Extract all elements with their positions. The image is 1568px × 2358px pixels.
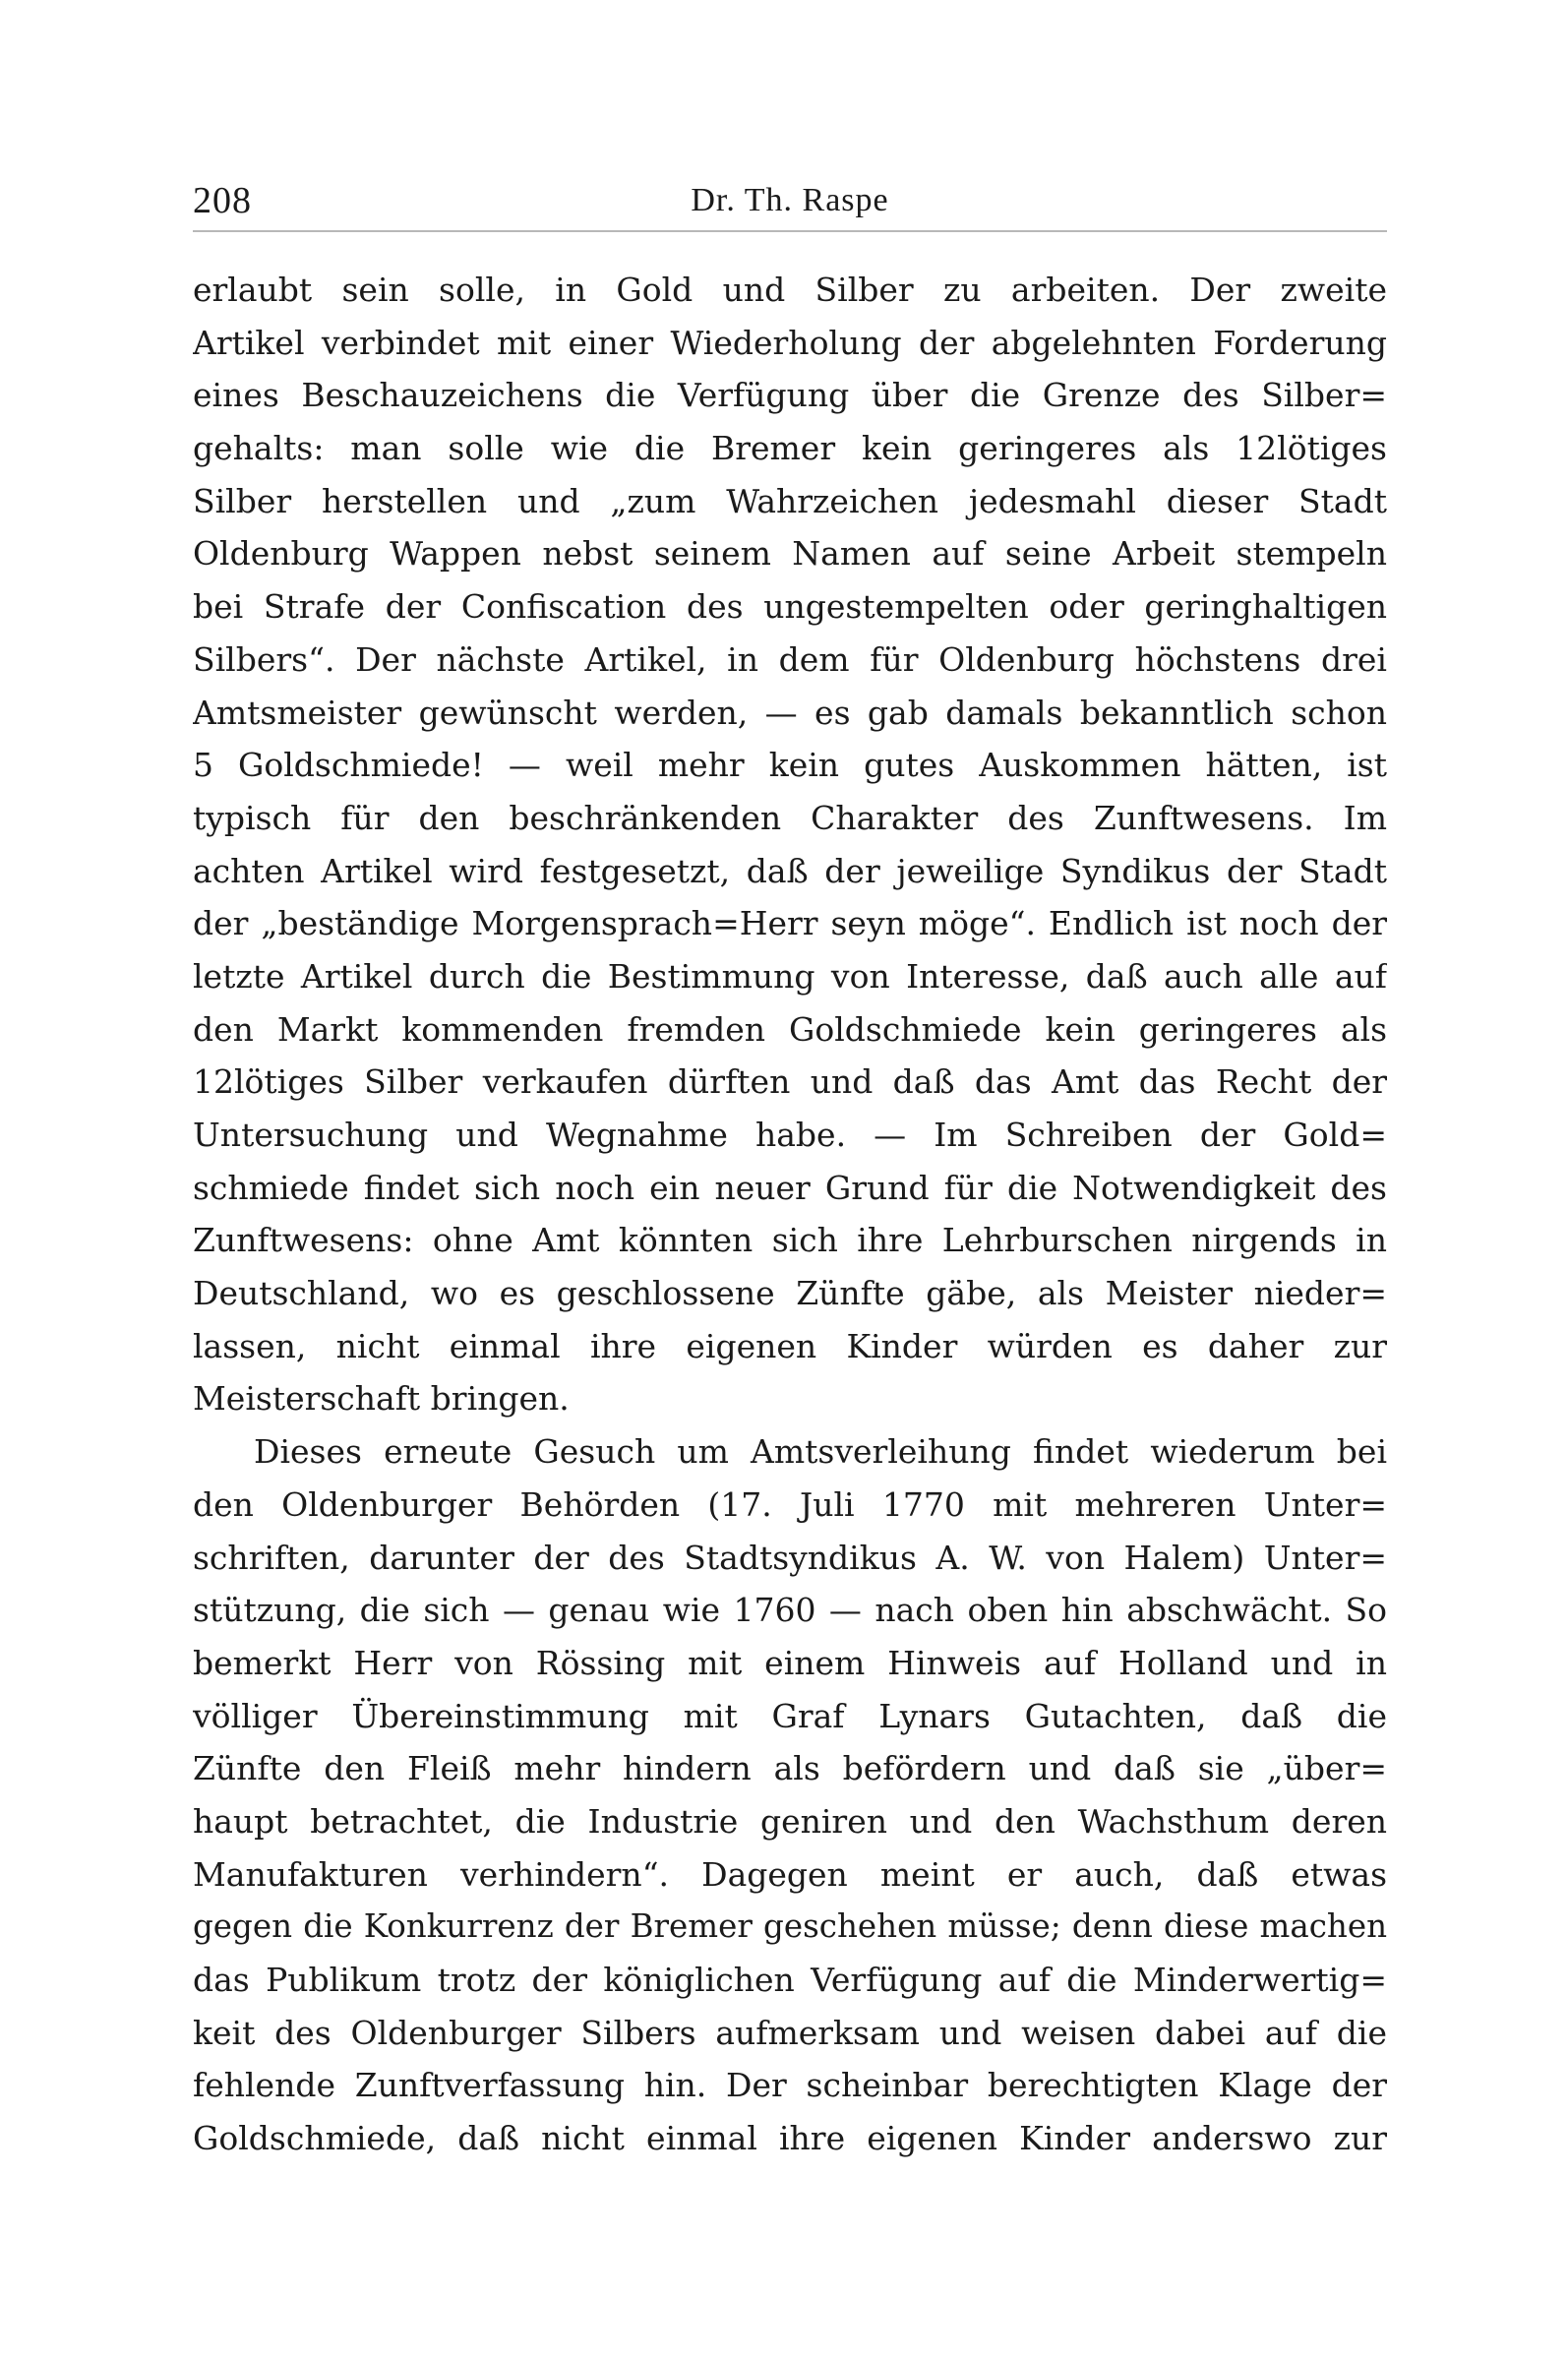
text-line: schriften, darunter der des Stadtsyndikus A. W. von Halem) Unter= [193,1538,1387,1577]
text-line: stützung, die sich — genau wie 1760 — nach oben hin abschwächt. So [193,1591,1387,1630]
header-rule [193,230,1387,232]
text-line-paragraph-end: Meisterschaft bringen. [193,1379,570,1419]
text-line: bei Strafe der Confiscation des ungestempelten oder geringhaltigen [193,587,1387,627]
text-line: lassen, nicht einmal ihre eigenen Kinder würden es daher zur [193,1326,1387,1365]
text-line: Silbers“. Der nächste Artikel, in dem für Oldenburg höchstens drei [193,639,1387,679]
text-line: 5 Goldschmiede! — weil mehr kein gutes Auskommen hätten, ist [193,746,1387,785]
text-line: Silber herstellen und „zum Wahrzeichen jedesmahl dieser Stadt [193,481,1387,520]
text-line: typisch für den beschränkenden Charakter des Zunftwesens. Im [193,798,1387,837]
text-line: gehalts: man solle wie die Bremer kein geringeres als 12lötiges [193,429,1387,468]
text-line: Oldenburg Wappen nebst seinem Namen auf seine Arbeit stempeln [193,534,1387,574]
text-line: den Markt kommenden fremden Goldschmiede kein geringeres als [193,1009,1387,1049]
text-line: letzte Artikel durch die Bestimmung von Interesse, daß auch alle auf [193,956,1387,996]
text-line: Untersuchung und Wegnahme habe. — Im Schreiben der Gold= [193,1116,1387,1154]
text-line: Zunftwesens: ohne Amt könnten sich ihre Lehrburschen nirgends in [193,1221,1387,1260]
text-line: völliger Übereinstimmung mit Graf Lynars Gutachten, daß die [193,1696,1387,1735]
text-line: 12lötiges Silber verkaufen dürften und daß das Amt das Recht der [193,1062,1387,1102]
text-line: haupt betrachtet, die Industrie geniren und den Wachsthum deren [193,1801,1387,1841]
text-line: Manufakturen verhindern“. Dagegen meint er auch, daß etwas [193,1854,1387,1894]
text-line: das Publikum trotz der königlichen Verfügung auf die Minderwertig= [193,1961,1387,1999]
text-line: eines Beschauzeichens die Verfügung über die Grenze des Silber= [193,376,1387,415]
body-text [193,264,1387,2165]
text-line: Artikel verbindet mit einer Wiederholung der abgelehnten Forderung [193,323,1387,362]
text-line: erlaubt sein solle, in Gold und Silber zu arbeiten. Der zweite [193,271,1387,309]
text-line: Zünfte den Fleiß mehr hindern als befördern und daß sie „über= [193,1749,1387,1788]
running-head [193,175,1387,226]
text-line: Deutschland, wo es geschlossene Zünfte gäbe, als Meister nieder= [193,1274,1387,1313]
text-line: achten Artikel wird festgesetzt, daß der jeweilige Syndikus der Stadt [193,851,1387,890]
text-line: den Oldenburger Behörden (17. Juli 1770 mit mehreren Unter= [193,1484,1387,1524]
text-line: bemerkt Herr von Rössing mit einem Hinweis auf Holland und in [193,1643,1387,1682]
text-line: Goldschmiede, daß nicht einmal ihre eigenen Kinder anderswo zur [193,2119,1387,2158]
text-line: schmiede findet sich noch ein neuer Grund für die Notwendigkeit des [193,1168,1387,1207]
text-line: keit des Oldenburger Silbers aufmerksam und weisen dabei auf die [193,2013,1387,2052]
running-title: Dr. Th. Raspe [691,182,889,218]
text-line: gegen die Konkurrenz der Bremer geschehen müsse; denn diese machen [193,1907,1387,1946]
page-number: 208 [193,180,252,221]
text-line: fehlende Zunftverfassung hin. Der scheinbar berechtigten Klage der [193,2066,1387,2105]
text-line: Amtsmeister gewünscht werden, — es gab damals bekanntlich schon [193,693,1387,732]
text-line: der „beständige Morgensprach=Herr seyn möge“. Endlich ist noch der [193,904,1387,943]
text-line-paragraph-start: Dieses erneute Gesuch um Amtsverleihung findet wiederum bei [254,1432,1387,1472]
